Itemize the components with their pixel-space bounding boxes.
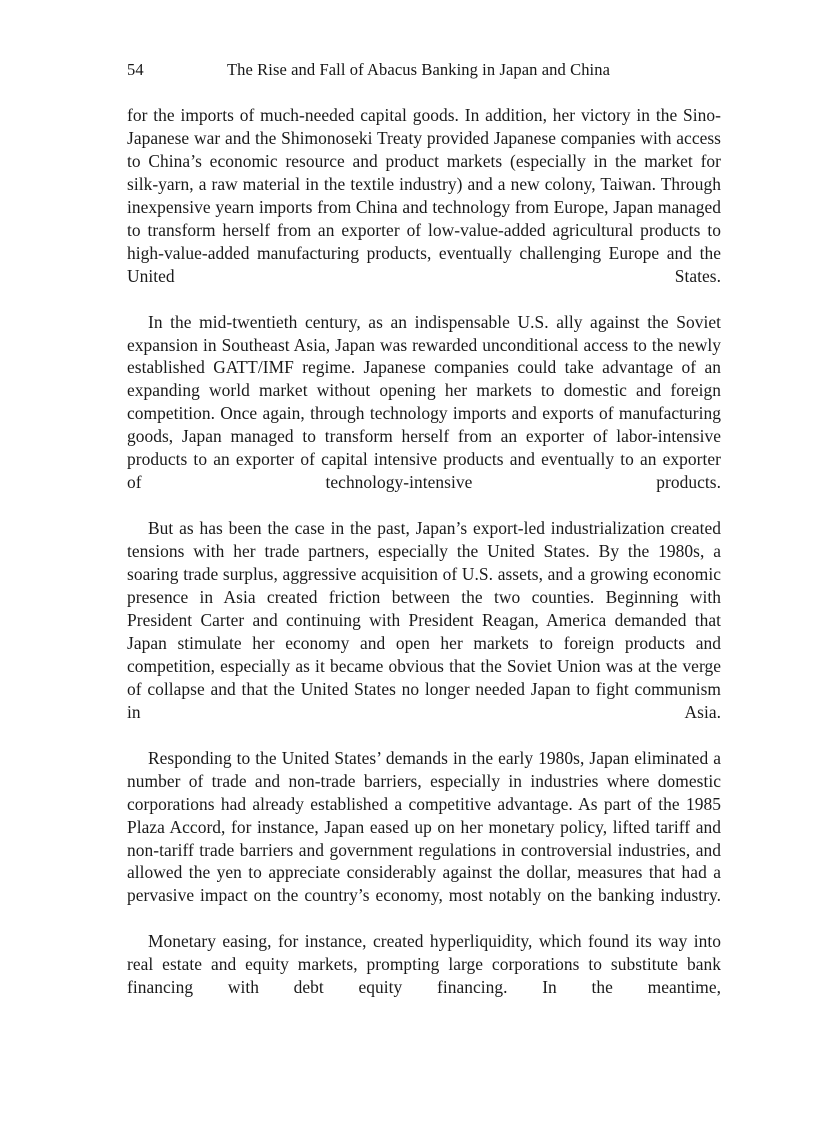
running-head-title: The Rise and Fall of Abacus Banking in Japan and China: [227, 60, 610, 79]
paragraph-4: Responding to the United States’ demands in the early 1980s, Japan eliminated a number of trade and non-trade barriers, especially in industries where domestic corporations had already established a competitive advantage. As part of the 1985 Plaza Accord, for instance, Japan eased up on her monetary policy, lifted tariff and non-tariff trade barriers and government regulations in controversial industries, and allowed the yen to appreciate considerably against the dollar, measures that had a pervasive impact on the country’s economy, most notably on the banking industry.: [127, 747, 721, 906]
running-head: [127, 58, 721, 82]
paragraph-2: In the mid-twentieth century, as an indispensable U.S. ally against the Soviet expansion in Southeast Asia, Japan was rewarded unconditional access to the newly established GATT/IMF regime. Japanese companies could take advantage of an expanding world market without opening her markets to domestic and foreign competition. Once again, through technology imports and exports of manufacturing goods, Japan managed to transform herself from an exporter of labor-intensive products to an exporter of capital intensive products and eventually to an exporter of technology-intensive products.: [127, 311, 721, 493]
paragraph-1: for the imports of much-needed capital goods. In addition, her victory in the Sino-Japanese war and the Shimonoseki Treaty provided Japanese companies with access to China’s economic resource and product markets (especially in the market for silk-yarn, a raw material in the textile industry) and a new colony, Taiwan. Through inexpensive yearn imports from China and technology from Europe, Japan managed to transform herself from an exporter of low-value-added agricultural products to high-value-added manufacturing products, eventually challenging Europe and the United States.: [127, 105, 721, 286]
paragraph-3: But as has been the case in the past, Japan’s export-led industrialization created tensions with her trade partners, especially the United States. By the 1980s, a soaring trade surplus, aggressive acquisition of U.S. assets, and a growing economic presence in Asia created friction between the two counties. Beginning with President Carter and continuing with President Reagan, America demanded that Japan stimulate her economy and open her markets to foreign products and competition, especially as it became obvious that the Soviet Union was at the verge of collapse and that the United States no longer needed Japan to fight communism in Asia.: [127, 518, 721, 722]
paragraph-5: Monetary easing, for instance, created hyperliquidity, which found its way into real estate and equity markets, prompting large corporations to substitute bank financing with debt equity financing. In the meantime,: [127, 931, 721, 998]
body-text-block: [127, 104, 721, 1022]
page-number: 54: [127, 60, 144, 79]
